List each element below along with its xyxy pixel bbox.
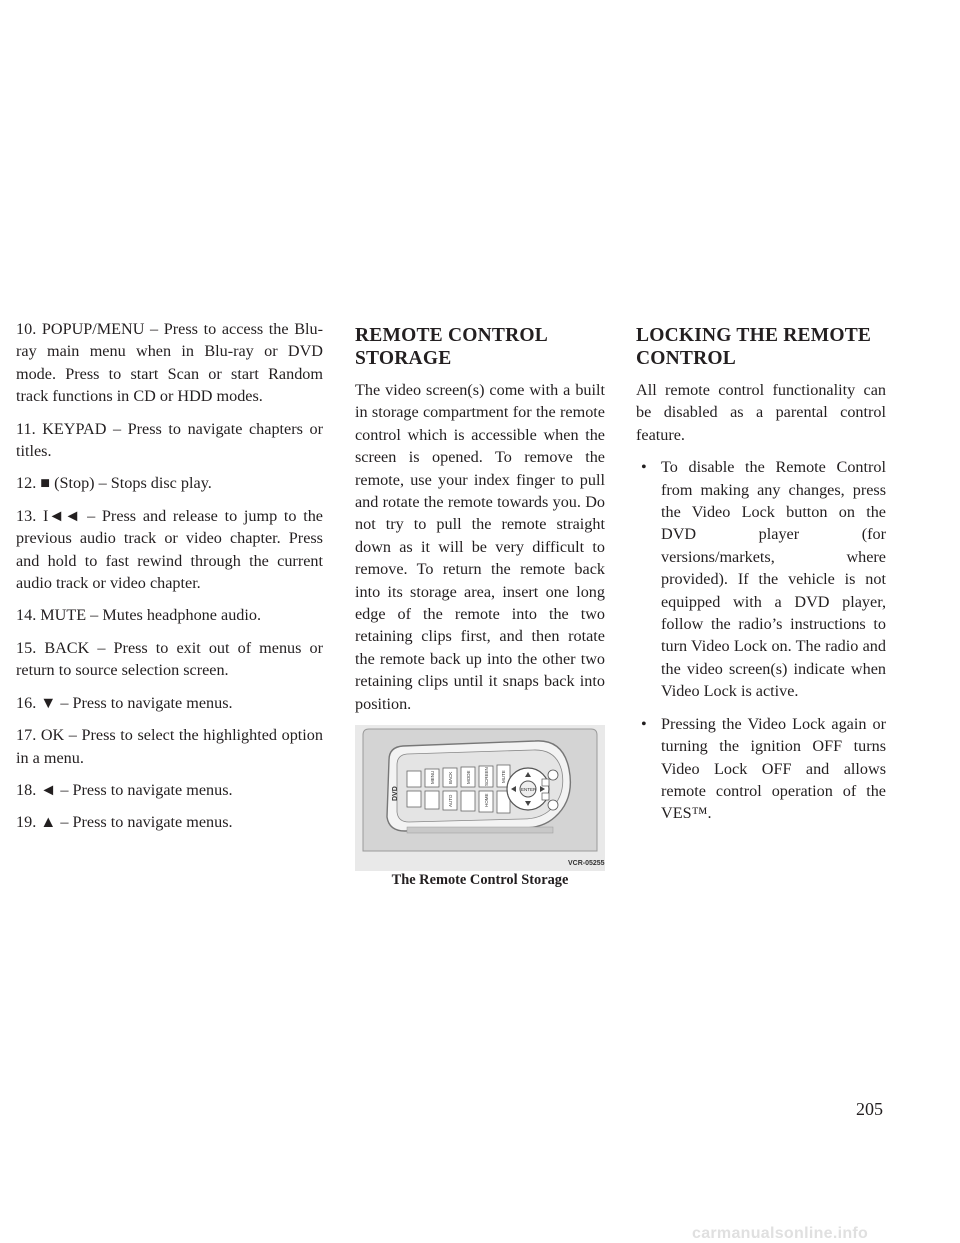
bullet-symbol: •: [641, 458, 647, 477]
item-11: 11. KEYPAD – Press to navigate chapters or titles.: [16, 419, 323, 461]
remote-storage-illustration: [355, 725, 605, 871]
left-column: [16, 318, 323, 844]
remote-label-dvd: DVD: [392, 786, 399, 802]
list-item: [636, 713, 886, 825]
remote-label-home: HOME: [484, 793, 489, 808]
remote-control-storage-heading: REMOTE CONTROL STORAGE: [355, 325, 547, 369]
page-number: 205: [856, 1099, 883, 1119]
list-item-text: Pressing the Video Lock again or turning the ignition OFF turns Video Lock OFF and allows remote control operation of the VES™.: [661, 714, 886, 823]
remote-label-mode: MODE: [466, 770, 471, 785]
list-item: [636, 456, 886, 702]
right-column: [636, 318, 886, 835]
item-12: 12. ■ (Stop) – Stops disc play.: [16, 474, 212, 493]
list-item-text: To disable the Remote Control from making any changes, press the Video Lock button on the DVD player (for versions/markets, where provided). If the vehicle is not equipped with a DVD player, follow the radio’s instructions to turn Video Lock on. The radio and the video screen(s) indicate when Video Lock is active.: [661, 458, 886, 701]
remote-label-enter: ENTER: [521, 787, 537, 793]
bullet-symbol: •: [641, 714, 647, 733]
remote-control-storage-body: The video screen(s) come with a built in storage compartment for the remote control which is accessible when the screen is opened. To remove the remote, use your index finger to pull and rotate the remote towards you. Do not try to pull the remote straight down as it will be very difficult to remove. To return the remote back into its storage area, insert one long edge of the remote into the two retaining clips first, and then rotate the remote back up into the other two retaining clips until it snaps back into position.: [355, 381, 605, 713]
locking-remote-intro: All remote control functionality can be disabled as a parental control feature.: [636, 381, 886, 444]
item-18: 18. ◄ – Press to navigate menus.: [16, 780, 233, 799]
watermark: carmanualsonline.info: [692, 1225, 869, 1242]
remote-label-mute: MUTE: [501, 770, 506, 784]
middle-column: [355, 318, 605, 889]
figure-code: VCR-05255: [568, 860, 605, 868]
remote-storage-figure: [355, 725, 605, 871]
item-13: 13. I◄◄ – Press and release to jump to the previous audio track or video chapter. Press and hold to fast rewind through the current audio track or video chapter.: [16, 506, 323, 593]
remote-label-back: BACK: [448, 771, 453, 785]
item-16: 16. ▼ – Press to navigate menus.: [16, 693, 233, 712]
item-10: 10. POPUP/MENU – Press to access the Blu-ray main menu when in Blu-ray or DVD mode. Press to start Scan or start Random track functions in CD or HDD modes.: [16, 320, 323, 406]
remote-label-screen: SCREEN: [484, 767, 489, 787]
figure-caption: The Remote Control Storage: [391, 872, 569, 889]
item-19: 19. ▲ – Press to navigate menus.: [16, 813, 233, 832]
item-14: 14. MUTE – Mutes headphone audio.: [16, 606, 262, 625]
remote-label-auto: AUTO: [448, 794, 453, 808]
locking-remote-list: [636, 456, 886, 825]
locking-remote-heading: LOCKING THE REMOTE CONTROL: [636, 325, 872, 369]
item-17: 17. OK – Press to select the highlighted option in a menu.: [16, 726, 323, 767]
remote-label-menu: MENU: [430, 770, 435, 785]
item-15: 15. BACK – Press to exit out of menus or return to source selection screen.: [16, 638, 323, 680]
